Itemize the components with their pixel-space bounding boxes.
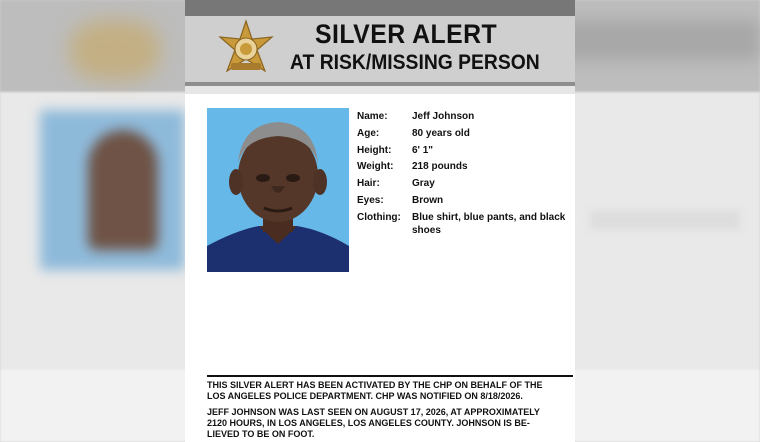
hair-label: Hair: <box>357 178 380 190</box>
detail-row-hair <box>357 177 567 190</box>
last-seen-notice: JEFF JOHNSON WAS LAST SEEN ON AUGUST 17, 2026, AT APPROXIMATELY 2120 HOURS, IN LOS ANGELES, LOS ANGELES COUNTY. JOHNSON IS BE-LIEVED TO BE ON FOOT. <box>207 407 540 439</box>
blurred-title <box>560 20 760 60</box>
alert-poster <box>185 0 575 442</box>
clothing-label: Clothing: <box>357 211 401 223</box>
detail-row-age <box>357 127 567 140</box>
age-value: 80 years old <box>412 127 470 139</box>
name-value: Jeff Johnson <box>412 111 475 122</box>
detail-row-height <box>357 144 567 157</box>
activation-notice: THIS SILVER ALERT HAS BEEN ACTIVATED BY THE CHP ON BEHALF OF THE LOS ANGELES POLICE DEPARTMENT. CHP WAS NOTIFIED ON 8/18/2026. <box>207 380 543 401</box>
alert-bulletin <box>207 380 557 442</box>
name-label: Name: <box>357 111 388 122</box>
hair-value: Gray <box>412 178 435 190</box>
eyes-label: Eyes: <box>357 194 384 206</box>
weight-value: 218 pounds <box>412 161 468 173</box>
eyes-value: Brown <box>412 194 444 206</box>
detail-row-eyes <box>357 194 567 207</box>
blurred-badge <box>70 20 160 80</box>
top-strip <box>185 0 575 16</box>
detail-row-weight <box>357 160 567 173</box>
height-value: 6' 1" <box>412 144 434 156</box>
person-details <box>357 110 567 241</box>
section-divider <box>207 375 573 377</box>
alert-title: SILVER ALERT <box>315 19 498 49</box>
missing-person-photo <box>207 108 349 272</box>
height-label: Height: <box>357 144 392 156</box>
clothing-value: Blue shirt, blue pants, and black shoes <box>412 211 566 236</box>
weight-label: Weight: <box>357 161 394 173</box>
portrait-image <box>207 108 349 272</box>
age-label: Age: <box>357 127 380 139</box>
chp-star-badge-icon <box>215 19 277 79</box>
detail-row-clothing <box>357 211 567 237</box>
header-band <box>185 86 575 94</box>
blurred-photo <box>40 110 185 270</box>
alert-subtitle: AT RISK/MISSING PERSON <box>290 51 540 74</box>
blurred-text <box>590 210 740 230</box>
alert-header <box>185 16 575 86</box>
detail-row-name <box>357 110 567 123</box>
